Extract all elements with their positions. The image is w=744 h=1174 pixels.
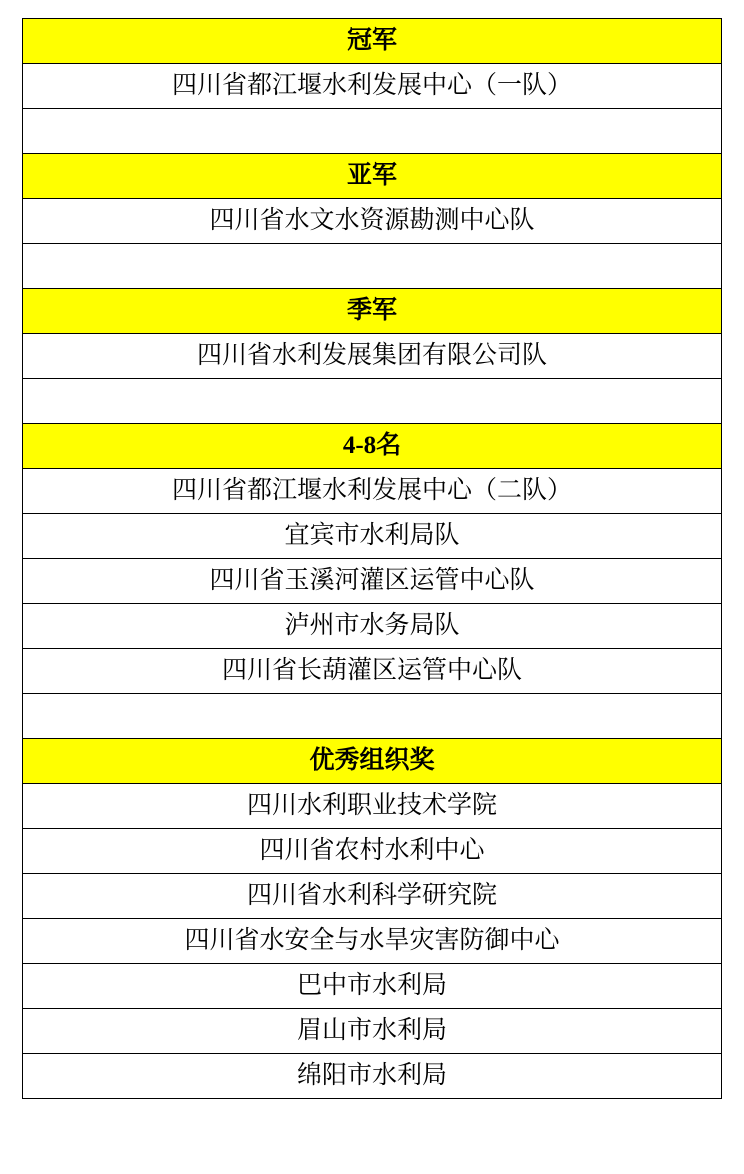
table-row [23,1054,722,1099]
table-row [23,964,722,1009]
table-row [23,829,722,874]
table-row [23,109,722,154]
spacer-cell [23,109,722,154]
team-name-cell: 巴中市水利局 [23,964,722,1009]
table-row [23,559,722,604]
table-row [23,739,722,784]
table-row [23,64,722,109]
award-category-header: 冠军 [23,19,722,64]
table-row [23,874,722,919]
team-name-cell: 四川省水利科学研究院 [23,874,722,919]
table-row [23,19,722,64]
team-name-cell: 泸州市水务局队 [23,604,722,649]
team-name-cell: 眉山市水利局 [23,1009,722,1054]
team-name-cell: 四川水利职业技术学院 [23,784,722,829]
team-name-cell: 宜宾市水利局队 [23,514,722,559]
team-name-cell: 四川省水利发展集团有限公司队 [23,334,722,379]
spacer-cell [23,694,722,739]
table-row [23,784,722,829]
award-table-body [23,19,722,1099]
table-row [23,289,722,334]
table-row [23,1009,722,1054]
table-row [23,604,722,649]
table-row [23,469,722,514]
table-row [23,919,722,964]
team-name-cell: 四川省都江堰水利发展中心（二队） [23,469,722,514]
team-name-cell: 四川省长葫灌区运管中心队 [23,649,722,694]
table-row [23,334,722,379]
table-row [23,379,722,424]
team-name-cell: 绵阳市水利局 [23,1054,722,1099]
award-category-header: 优秀组织奖 [23,739,722,784]
award-results-table [22,18,722,1099]
table-row [23,199,722,244]
team-name-cell: 四川省农村水利中心 [23,829,722,874]
team-name-cell: 四川省都江堰水利发展中心（一队） [23,64,722,109]
table-row [23,694,722,739]
team-name-cell: 四川省水文水资源勘测中心队 [23,199,722,244]
table-row [23,154,722,199]
team-name-cell: 四川省水安全与水旱灾害防御中心 [23,919,722,964]
award-category-header: 4-8名 [23,424,722,469]
award-category-header: 亚军 [23,154,722,199]
table-row [23,424,722,469]
award-category-header: 季军 [23,289,722,334]
spacer-cell [23,244,722,289]
table-row [23,649,722,694]
spacer-cell [23,379,722,424]
table-row [23,514,722,559]
team-name-cell: 四川省玉溪河灌区运管中心队 [23,559,722,604]
table-row [23,244,722,289]
